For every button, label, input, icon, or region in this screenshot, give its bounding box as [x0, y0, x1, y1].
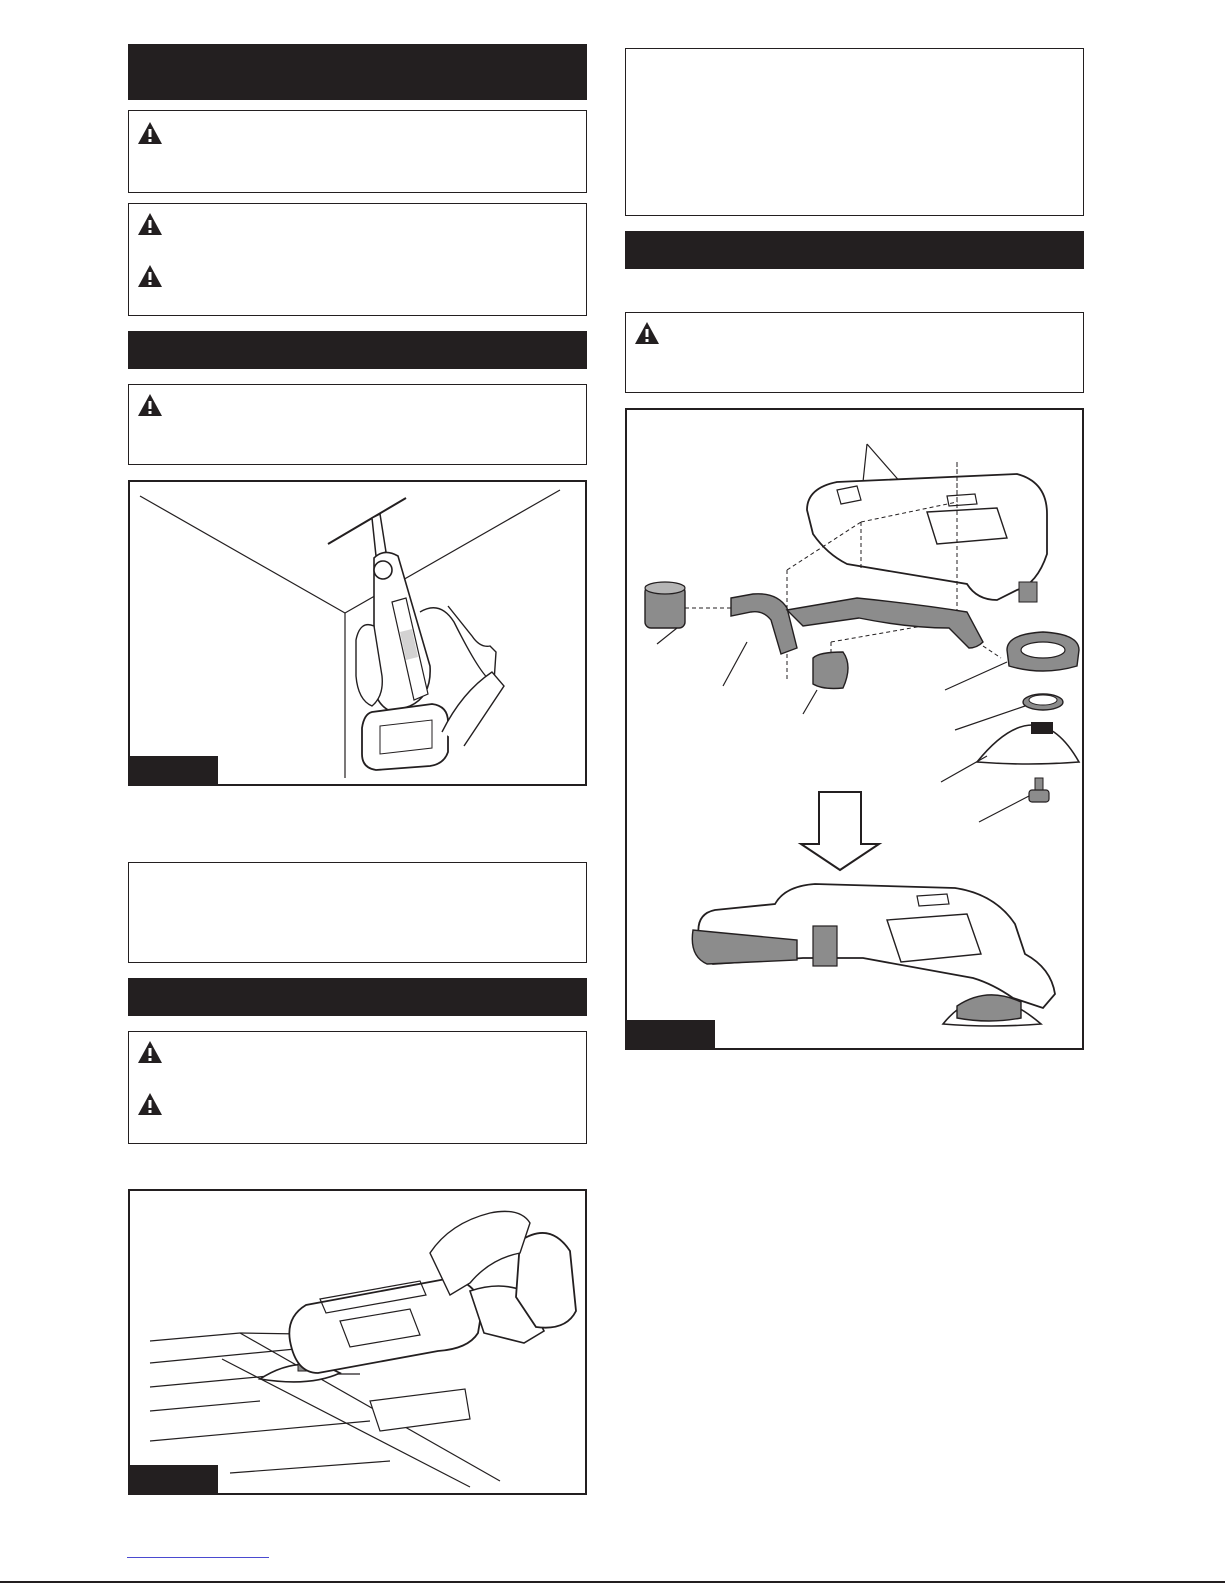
section-header-bar — [128, 331, 587, 369]
down-arrow-icon — [801, 792, 879, 870]
warning-triangle-icon — [137, 393, 163, 417]
warning-box — [128, 110, 587, 193]
figure-sanding — [128, 1189, 587, 1495]
warning-box — [128, 203, 587, 316]
plunge-cut-illustration — [130, 482, 585, 784]
warning-triangle-icon — [137, 1040, 163, 1064]
figure-number-tab — [130, 1465, 218, 1493]
figure-number-tab — [627, 1020, 715, 1048]
figure-number-tab — [130, 756, 218, 784]
warning-triangle-icon — [137, 264, 163, 288]
section-header-bar — [128, 978, 587, 1016]
figure-dust-extraction-assembly — [625, 408, 1084, 1050]
sanding-illustration — [130, 1191, 585, 1493]
warning-triangle-icon — [634, 321, 660, 345]
warning-box — [128, 384, 587, 465]
footer-link-underline — [127, 1557, 269, 1558]
assembly-illustration — [627, 410, 1082, 1048]
note-box — [128, 862, 587, 963]
warning-triangle-icon — [137, 1092, 163, 1116]
page-bottom-rule — [0, 1581, 1225, 1583]
warning-box — [625, 312, 1084, 393]
note-box — [625, 48, 1084, 216]
section-header-bar — [128, 44, 587, 100]
warning-triangle-icon — [137, 121, 163, 145]
figure-plunge-cut — [128, 480, 587, 786]
warning-triangle-icon — [137, 212, 163, 236]
warning-box — [128, 1031, 587, 1144]
section-header-bar — [625, 231, 1084, 269]
